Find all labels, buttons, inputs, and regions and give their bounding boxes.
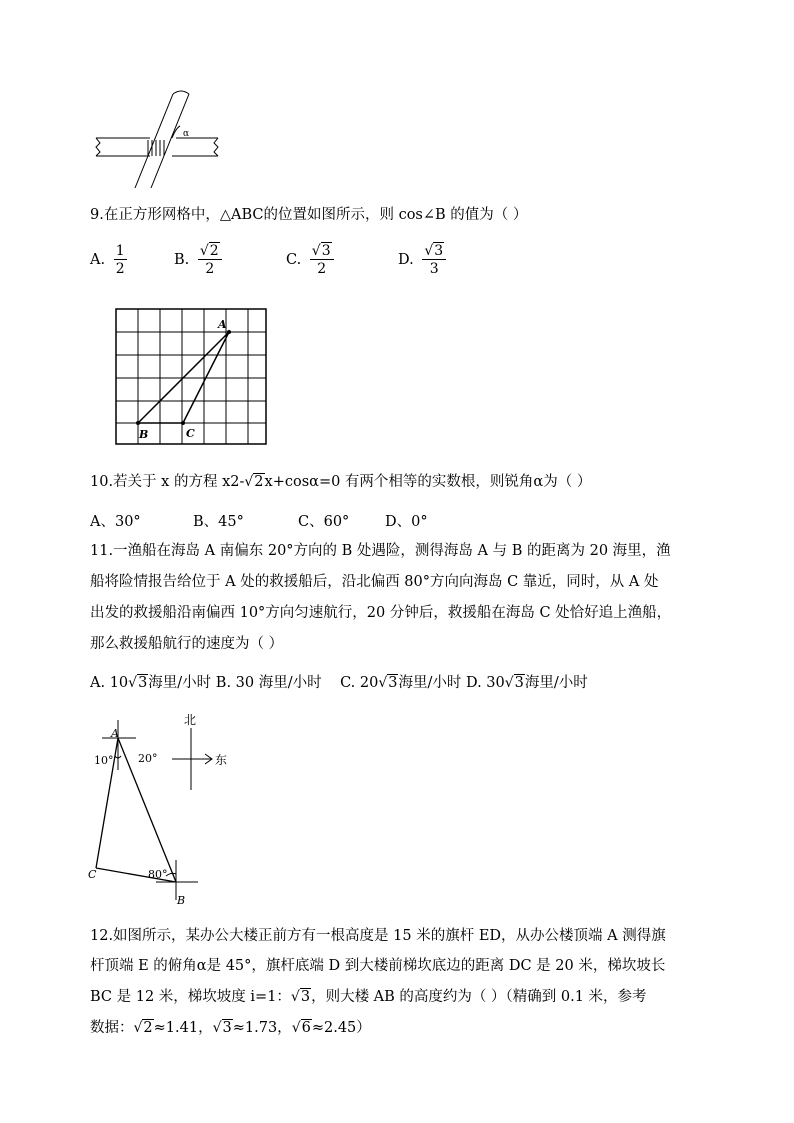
q10-text: 10.若关于 x 的方程 x2-√2x+cosα=0 有两个相等的实数根，则锐角α为（ ）: [90, 474, 592, 490]
q11-options: A. 10√3海里/小时 B. 30 海里/小时 C. 20√3海里/小时 D. 30√3海里/小时: [90, 675, 588, 691]
q11-option-a-suffix: 海里/小时: [148, 675, 212, 691]
q9-option-d-num: 3: [434, 243, 444, 259]
q10-radicand: 2: [254, 474, 264, 490]
q11-figure: [88, 710, 248, 910]
q9-option-a-fraction: [114, 244, 127, 276]
q12-ref-2-rad: 3: [222, 1020, 232, 1036]
q9-option-c-letter: C.: [286, 252, 302, 268]
q11-option-c-prefix: C. 20: [340, 675, 379, 691]
q9-text: 9.在正方形网格中，△ABC的位置如图所示，则 cos∠B 的值为（ ）: [90, 207, 528, 223]
q12-line-4: 数据：√2≈1.41，√3≈1.73，√6≈2.45）: [90, 1020, 371, 1036]
q12-line-3-before: BC 是 12 米，梯坎坡度 i=1：: [90, 989, 291, 1005]
q12-ref-1-val: ≈1.41，: [153, 1020, 213, 1036]
q9-option-c-den: 2: [317, 261, 327, 277]
q9-option-d-den: 3: [429, 261, 439, 277]
q9-option-b-num: 2: [209, 243, 219, 259]
q9-option-d: [398, 244, 446, 276]
q9-option-d-letter: D.: [398, 252, 414, 268]
q9-option-c: [286, 244, 334, 276]
q11-angle-20: 20°: [138, 752, 158, 765]
q10-option-a: A、30°: [90, 514, 141, 530]
q10-option-d: D、0°: [385, 514, 428, 530]
q12-ref-3-rad: 6: [301, 1020, 311, 1036]
q11-option-d-suffix: 海里/小时: [524, 675, 588, 691]
q10-text-before: 10.若关于 x 的方程 x2-: [90, 474, 245, 490]
q11-east: 东: [215, 753, 228, 767]
q9-option-c-num: 3: [321, 243, 331, 259]
q9-option-b-letter: B.: [174, 252, 190, 268]
q9-grid-figure: [112, 305, 272, 450]
q11-option-c-rad: 3: [388, 675, 398, 691]
q9-option-d-fraction: $\frac{√3}{3}$: [422, 244, 446, 276]
q10-text-after: x+cosα=0 有两个相等的实数根，则锐角α为（ ）: [264, 474, 592, 490]
q12-ref-2-val: ≈1.73，: [232, 1020, 292, 1036]
q12-line-3: BC 是 12 米，梯坎坡度 i=1：√3，则大楼 AB 的高度约为（ ）（精确到 0.1 米，参考: [90, 989, 647, 1005]
q9-label-b: B: [139, 428, 149, 441]
q11-label-b: B: [177, 894, 186, 907]
q12-ref-3-val: ≈2.45）: [311, 1020, 371, 1036]
q11-angle-80: 80°: [148, 868, 168, 881]
q11-label-a: A: [111, 727, 119, 740]
q9-option-b: [174, 244, 222, 276]
q11-north: 北: [184, 713, 197, 727]
q12-line-3-after: ，则大楼 AB 的高度约为（ ）（精确到 0.1 米，参考: [311, 989, 647, 1005]
q11-option-c-suffix: 海里/小时: [398, 675, 462, 691]
q12-line-2: 杆顶端 E 的俯角α是 45°，旗杆底端 D 到大楼前梯坎底边的距离 DC 是 20 米，梯坎坡长: [90, 958, 666, 974]
q12-line-1: 12.如图所示，某办公大楼正前方有一根高度是 15 米的旗杆 ED，从办公楼顶端 A 测得旗: [90, 928, 666, 944]
alpha-label: α: [183, 129, 190, 139]
q11-option-a-prefix: A. 10: [90, 675, 129, 691]
q9-option-a-letter: A.: [90, 252, 106, 268]
q11-line-3: 出发的救援船沿南偏西 10°方向匀速航行，20 分钟后，救援船在海岛 C 处恰好追上渔船，: [90, 605, 672, 621]
q11-option-a-rad: 3: [138, 675, 148, 691]
q11-option-d-rad: 3: [514, 675, 524, 691]
q11-angle-10: 10°: [94, 754, 114, 767]
q9-option-c-fraction: $\frac{√3}{2}$: [310, 244, 334, 276]
q9-option-a: [90, 244, 127, 276]
q9-label-a: A: [218, 318, 227, 331]
q11-option-b: B. 30 海里/小时: [215, 675, 322, 691]
q11-option-d-prefix: D. 30: [465, 675, 505, 691]
q12-line-4-before: 数据：: [90, 1020, 134, 1036]
top-figure: [88, 88, 233, 193]
q11-line-2: 船将险情报告给位于 A 处的救援船后，沿北偏西 80°方向向海岛 C 靠近，同时，从 A 处: [90, 574, 659, 590]
q10-option-c: C、60°: [298, 514, 350, 530]
q11-label-c: C: [88, 868, 97, 881]
q11-line-1: 11.一渔船在海岛 A 南偏东 20°方向的 B 处遇险，测得海岛 A 与 B 的距离为 20 海里，渔: [90, 543, 671, 559]
q12-line-3-rad: 3: [300, 989, 311, 1005]
q9-option-a-num: 1: [115, 243, 125, 259]
q9-label-c: C: [186, 427, 195, 440]
q9-option-b-den: 2: [205, 261, 215, 277]
q9-option-a-den: 2: [115, 261, 125, 277]
q12-ref-1-rad: 2: [143, 1020, 153, 1036]
q11-line-4: 那么救援船航行的速度为（ ）: [90, 636, 284, 652]
q9-option-b-fraction: $\frac{√2}{2}$: [198, 244, 222, 276]
q10-option-b: B、45°: [193, 514, 244, 530]
